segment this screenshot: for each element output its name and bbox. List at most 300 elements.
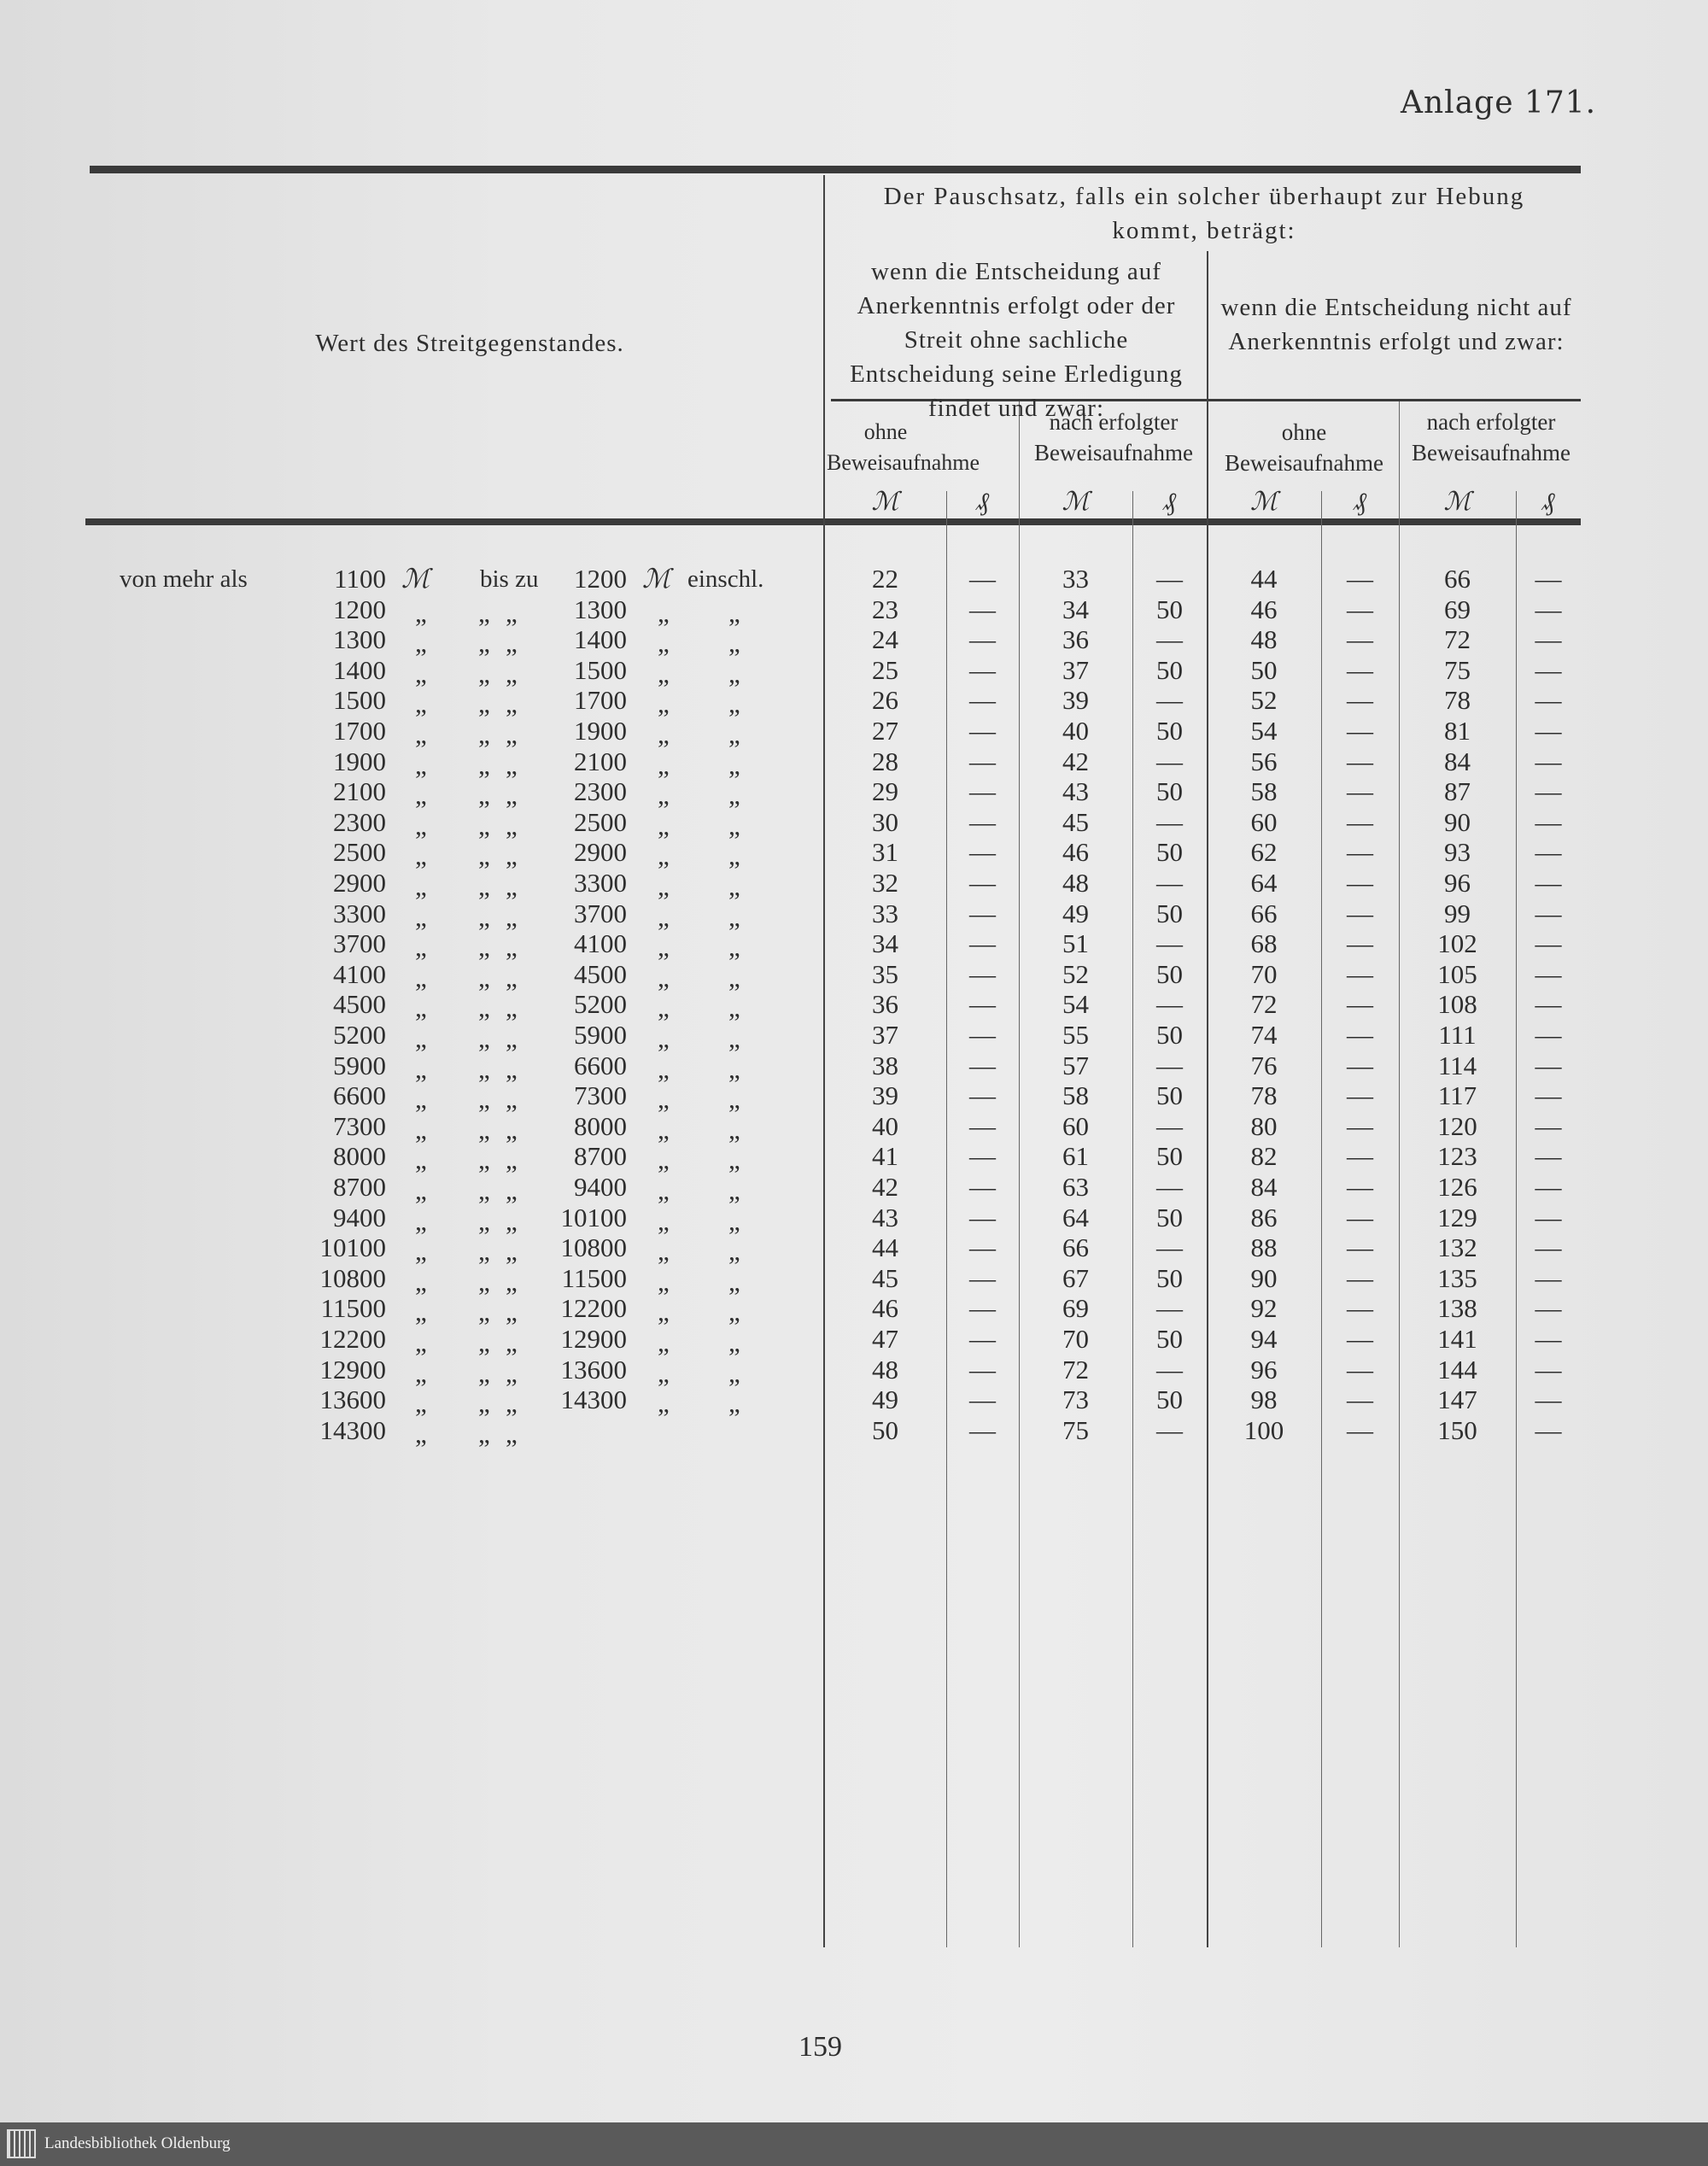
ditto-mark: „ bbox=[506, 1205, 518, 1236]
a-pf-cell: — bbox=[969, 868, 996, 898]
lower-bound: 1500 bbox=[333, 685, 386, 716]
ditto-mark: „ bbox=[658, 962, 670, 992]
c-m-cell: 70 bbox=[1250, 958, 1278, 989]
table-row bbox=[0, 1354, 1708, 1388]
ditto-mark: „ bbox=[506, 1023, 518, 1053]
c-m-cell: 80 bbox=[1250, 1110, 1278, 1141]
c-m-cell: 60 bbox=[1250, 806, 1278, 837]
d-pf-cell: — bbox=[1535, 868, 1562, 898]
a-pf-cell: — bbox=[969, 1080, 996, 1111]
ditto-mark: „ bbox=[728, 1023, 740, 1053]
upper-bound: 4100 bbox=[574, 928, 627, 959]
lower-bound: 2100 bbox=[333, 776, 386, 807]
b-pf-cell: 50 bbox=[1156, 837, 1183, 868]
ditto-mark: „ bbox=[478, 1236, 490, 1267]
c-m-cell: 88 bbox=[1250, 1232, 1278, 1263]
ditto-mark: „ bbox=[658, 628, 670, 659]
c-m-cell: 78 bbox=[1250, 1080, 1278, 1111]
upper-bound: 1400 bbox=[574, 624, 627, 655]
c-pf-cell: — bbox=[1347, 1232, 1373, 1263]
upper-bound: 3300 bbox=[574, 868, 627, 898]
ditto-mark: „ bbox=[478, 658, 490, 688]
ditto-mark: „ bbox=[728, 628, 740, 659]
a-m-cell: 41 bbox=[872, 1141, 898, 1172]
b-pf-cell: — bbox=[1156, 685, 1183, 716]
b-m-cell: 60 bbox=[1062, 1110, 1089, 1141]
d-m-cell: 102 bbox=[1437, 928, 1477, 959]
b-pf-cell: — bbox=[1156, 806, 1183, 837]
b-pf-cell: 50 bbox=[1156, 958, 1183, 989]
ditto-mark: „ bbox=[658, 749, 670, 780]
c-m-cell: 62 bbox=[1250, 837, 1278, 868]
ditto-mark: „ bbox=[728, 1297, 740, 1327]
a-pf-cell: — bbox=[969, 1110, 996, 1141]
a-pf-cell: — bbox=[969, 654, 996, 685]
b-pf-cell: — bbox=[1156, 928, 1183, 959]
c-pf-cell: — bbox=[1347, 1384, 1373, 1415]
upper-bound: 9400 bbox=[574, 1172, 627, 1202]
ditto-mark: „ bbox=[728, 871, 740, 901]
lower-bound: 5900 bbox=[333, 1050, 386, 1080]
a-m-cell: 33 bbox=[872, 898, 898, 928]
d-m-cell: 138 bbox=[1437, 1293, 1477, 1324]
lower-bound: 2900 bbox=[333, 868, 386, 898]
ditto-mark: „ bbox=[728, 1357, 740, 1388]
d-m-cell: 147 bbox=[1437, 1384, 1477, 1415]
table-row bbox=[0, 868, 1708, 899]
upper-bound: 2500 bbox=[574, 806, 627, 837]
a-m-cell: 37 bbox=[872, 1020, 898, 1050]
b-pf-cell: 50 bbox=[1156, 654, 1183, 685]
b-pf-cell: — bbox=[1156, 564, 1183, 594]
lower-bound: 1200 bbox=[333, 594, 386, 624]
ditto-mark: „ bbox=[506, 719, 518, 749]
d-pf-cell: — bbox=[1535, 1384, 1562, 1415]
c-pf-cell: — bbox=[1347, 685, 1373, 716]
b-m-cell: 73 bbox=[1062, 1384, 1089, 1415]
a-m-cell: 28 bbox=[872, 746, 898, 776]
group-a-header: wenn die Entscheidung auf Anerkenntnis erfolgt oder der Streit ohne sachliche Entscheidung seine Erledigung findet und zwar: bbox=[850, 258, 1183, 422]
c-pf-cell: — bbox=[1347, 746, 1373, 776]
upper-bound: 1900 bbox=[574, 716, 627, 746]
ditto-mark: „ bbox=[415, 719, 427, 749]
c-pf-cell: — bbox=[1347, 1141, 1373, 1172]
ditto-mark: „ bbox=[728, 840, 740, 871]
d-m-cell: 129 bbox=[1437, 1202, 1477, 1232]
d-pf-cell: — bbox=[1535, 716, 1562, 746]
lower-bound: 11500 bbox=[320, 1293, 386, 1324]
ditto-mark: „ bbox=[728, 1266, 740, 1297]
a-m-cell: 23 bbox=[872, 594, 898, 624]
c-pf-cell: — bbox=[1347, 1050, 1373, 1080]
ditto-mark: „ bbox=[658, 932, 670, 963]
c-m-cell: 92 bbox=[1250, 1293, 1278, 1324]
a-m-cell: 44 bbox=[872, 1232, 898, 1263]
b-m-cell: 66 bbox=[1062, 1232, 1089, 1263]
d-m-cell: 108 bbox=[1437, 989, 1477, 1020]
a-m-cell: 38 bbox=[872, 1050, 898, 1080]
d-m-cell: 72 bbox=[1444, 624, 1471, 655]
c-pf-cell: — bbox=[1347, 1293, 1373, 1324]
d-pf-cell: — bbox=[1535, 624, 1562, 655]
ditto-mark: „ bbox=[728, 688, 740, 719]
lower-bound: 13600 bbox=[319, 1384, 386, 1415]
ditto-mark: „ bbox=[415, 1114, 427, 1144]
ditto-mark: „ bbox=[478, 1297, 490, 1327]
ditto-mark: „ bbox=[415, 1327, 427, 1357]
c-m-cell: 82 bbox=[1250, 1141, 1278, 1172]
c-pf-cell: — bbox=[1347, 624, 1373, 655]
upper-bound: 8700 bbox=[574, 1141, 627, 1172]
d-m-cell: 93 bbox=[1444, 837, 1471, 868]
b-m-cell: 54 bbox=[1062, 989, 1089, 1020]
ditto-mark: „ bbox=[478, 628, 490, 659]
table-row bbox=[0, 928, 1708, 963]
ditto-mark: „ bbox=[728, 1084, 740, 1115]
b-m-cell: 70 bbox=[1062, 1324, 1089, 1354]
a-m-cell: 31 bbox=[872, 837, 898, 868]
a-m-cell: 46 bbox=[872, 1293, 898, 1324]
lower-bound: 10800 bbox=[319, 1262, 386, 1293]
a-pf-cell: — bbox=[969, 776, 996, 807]
d-pf-cell: — bbox=[1535, 806, 1562, 837]
c-pf-cell: — bbox=[1347, 958, 1373, 989]
ditto-mark: „ bbox=[478, 992, 490, 1023]
d-pf-cell: — bbox=[1535, 1172, 1562, 1202]
ditto-mark: „ bbox=[415, 749, 427, 780]
lower-bound: 6600 bbox=[333, 1080, 386, 1111]
ditto-mark: „ bbox=[658, 1144, 670, 1175]
pfennig-unit-label: ₰ bbox=[1541, 488, 1555, 516]
b-pf-cell: 50 bbox=[1156, 898, 1183, 928]
pfennig-unit-label: ₰ bbox=[976, 488, 989, 516]
ditto-mark: „ bbox=[658, 719, 670, 749]
d-pf-cell: — bbox=[1535, 989, 1562, 1020]
ditto-mark: „ bbox=[658, 1388, 670, 1419]
ditto-mark: „ bbox=[728, 932, 740, 963]
ditto-mark: „ bbox=[728, 1236, 740, 1267]
b-pf-cell: — bbox=[1156, 1110, 1183, 1141]
page-number: 159 bbox=[798, 2031, 842, 2063]
ditto-mark: „ bbox=[728, 901, 740, 932]
upper-bound: 5900 bbox=[574, 1020, 627, 1050]
c-m-cell: 46 bbox=[1250, 594, 1278, 624]
ditto-mark: „ bbox=[415, 901, 427, 932]
upper-bound: 1300 bbox=[574, 594, 627, 624]
d-m-cell: 132 bbox=[1437, 1232, 1477, 1263]
lower-bound: 1700 bbox=[333, 716, 386, 746]
table-row bbox=[0, 807, 1708, 838]
ditto-mark: „ bbox=[658, 1023, 670, 1053]
lower-bound: 12200 bbox=[319, 1324, 386, 1354]
d-m-cell: 117 bbox=[1437, 1080, 1477, 1111]
upper-bound: 11500 bbox=[561, 1262, 627, 1293]
ditto-mark: „ bbox=[658, 1205, 670, 1236]
ditto-mark: „ bbox=[415, 992, 427, 1023]
table-row bbox=[0, 1020, 1708, 1051]
ditto-mark: „ bbox=[415, 871, 427, 901]
d-m-cell: 99 bbox=[1444, 898, 1471, 928]
ditto-mark: „ bbox=[506, 1297, 518, 1327]
upper-bound: 2900 bbox=[574, 837, 627, 868]
d-m-cell: 114 bbox=[1437, 1050, 1477, 1080]
a-pf-cell: — bbox=[969, 1050, 996, 1080]
c-pf-cell: — bbox=[1347, 776, 1373, 807]
ditto-mark: „ bbox=[506, 1418, 518, 1449]
ditto-mark: „ bbox=[728, 992, 740, 1023]
b-m-cell: 63 bbox=[1062, 1172, 1089, 1202]
c-m-cell: 66 bbox=[1250, 898, 1278, 928]
mark-unit-label: ℳ bbox=[1062, 488, 1090, 516]
table-row bbox=[0, 837, 1708, 871]
b-pf-cell: — bbox=[1156, 624, 1183, 655]
c-pf-cell: — bbox=[1347, 868, 1373, 898]
d-m-cell: 120 bbox=[1437, 1110, 1477, 1141]
lower-bound: 9400 bbox=[333, 1202, 386, 1232]
b-m-cell: 51 bbox=[1062, 928, 1089, 959]
d-m-cell: 69 bbox=[1444, 594, 1471, 624]
b-pf-cell: — bbox=[1156, 868, 1183, 898]
mark-unit-label: ℳ bbox=[1443, 488, 1471, 516]
c-m-cell: 44 bbox=[1250, 564, 1278, 594]
b-m-cell: 45 bbox=[1062, 806, 1089, 837]
table-row bbox=[0, 1232, 1708, 1267]
ditto-mark: „ bbox=[658, 871, 670, 901]
ditto-mark: „ bbox=[415, 1053, 427, 1084]
pfennig-unit-label: ₰ bbox=[1163, 488, 1176, 516]
b-m-cell: 40 bbox=[1062, 716, 1089, 746]
table-row bbox=[0, 1080, 1708, 1115]
to-label: bis zu bbox=[480, 565, 539, 593]
ditto-mark: „ bbox=[658, 1357, 670, 1388]
b-pf-cell: — bbox=[1156, 989, 1183, 1020]
ditto-mark: „ bbox=[478, 1205, 490, 1236]
d-pf-cell: — bbox=[1535, 654, 1562, 685]
ditto-mark: „ bbox=[728, 1114, 740, 1144]
ditto-mark: „ bbox=[478, 1175, 490, 1205]
d-pf-cell: — bbox=[1535, 1202, 1562, 1232]
d-m-cell: 126 bbox=[1437, 1172, 1477, 1202]
ditto-mark: „ bbox=[415, 658, 427, 688]
ditto-mark: „ bbox=[478, 871, 490, 901]
mark-unit-label: ℳ bbox=[1249, 488, 1278, 516]
ditto-mark: „ bbox=[658, 1084, 670, 1115]
table-row bbox=[0, 1141, 1708, 1175]
b-pf-cell: 50 bbox=[1156, 594, 1183, 624]
ditto-mark: „ bbox=[478, 1266, 490, 1297]
ditto-mark: „ bbox=[415, 1236, 427, 1267]
ditto-mark: „ bbox=[415, 688, 427, 719]
lump-sum-header: Der Pauschsatz, falls ein solcher überhaupt zur Hebung kommt, beträgt: bbox=[883, 183, 1525, 244]
a-pf-cell: — bbox=[969, 746, 996, 776]
ditto-mark: „ bbox=[728, 810, 740, 840]
lower-bound: 8700 bbox=[333, 1172, 386, 1202]
table-row bbox=[0, 655, 1708, 686]
ditto-mark: „ bbox=[506, 962, 518, 992]
ditto-mark: „ bbox=[506, 810, 518, 840]
a-m-cell: 36 bbox=[872, 989, 898, 1020]
b-m-cell: 49 bbox=[1062, 898, 1089, 928]
a-pf-cell: — bbox=[969, 1020, 996, 1050]
a-m-cell: 35 bbox=[872, 958, 898, 989]
ditto-mark: „ bbox=[658, 1266, 670, 1297]
inclusive-label: einschl. bbox=[687, 565, 764, 593]
c-pf-cell: — bbox=[1347, 654, 1373, 685]
d-pf-cell: — bbox=[1535, 1020, 1562, 1050]
c-m-cell: 50 bbox=[1250, 654, 1278, 685]
group-b-header: wenn die Entscheidung nicht auf Anerkenntnis erfolgt und zwar: bbox=[1220, 294, 1572, 355]
ditto-mark: „ bbox=[478, 1357, 490, 1388]
b-pf-cell: 50 bbox=[1156, 1141, 1183, 1172]
c-pf-cell: — bbox=[1347, 928, 1373, 959]
b-m-cell: 39 bbox=[1062, 685, 1089, 716]
library-logo-icon bbox=[7, 2129, 36, 2158]
ditto-mark: „ bbox=[478, 1327, 490, 1357]
d-pf-cell: — bbox=[1535, 1141, 1562, 1172]
ditto-mark: „ bbox=[415, 1418, 427, 1449]
d-pf-cell: — bbox=[1535, 1050, 1562, 1080]
c-m-cell: 86 bbox=[1250, 1202, 1278, 1232]
upper-bound: 6600 bbox=[574, 1050, 627, 1080]
currency-label: ℳ bbox=[642, 564, 671, 594]
upper-bound: 5200 bbox=[574, 989, 627, 1020]
subheader-b-with: nach erfolgter Beweisaufnahme bbox=[1412, 409, 1571, 465]
b-m-cell: 61 bbox=[1062, 1141, 1089, 1172]
a-m-cell: 32 bbox=[872, 868, 898, 898]
ditto-mark: „ bbox=[478, 780, 490, 811]
a-pf-cell: — bbox=[969, 1293, 996, 1324]
ditto-mark: „ bbox=[506, 658, 518, 688]
b-m-cell: 46 bbox=[1062, 837, 1089, 868]
ditto-mark: „ bbox=[478, 932, 490, 963]
ditto-mark: „ bbox=[658, 840, 670, 871]
ditto-mark: „ bbox=[658, 901, 670, 932]
a-pf-cell: — bbox=[969, 594, 996, 624]
ditto-mark: „ bbox=[658, 1175, 670, 1205]
c-pf-cell: — bbox=[1347, 1202, 1373, 1232]
ditto-mark: „ bbox=[728, 1205, 740, 1236]
c-pf-cell: — bbox=[1347, 594, 1373, 624]
ditto-mark: „ bbox=[728, 749, 740, 780]
ditto-mark: „ bbox=[658, 1053, 670, 1084]
b-pf-cell: — bbox=[1156, 1172, 1183, 1202]
a-m-cell: 39 bbox=[872, 1080, 898, 1111]
ditto-mark: „ bbox=[478, 1144, 490, 1175]
c-m-cell: 100 bbox=[1243, 1414, 1284, 1445]
ditto-mark: „ bbox=[415, 1175, 427, 1205]
c-pf-cell: — bbox=[1347, 1354, 1373, 1384]
table-row bbox=[0, 1262, 1708, 1297]
c-pf-cell: — bbox=[1347, 837, 1373, 868]
table-row bbox=[0, 564, 1708, 594]
ditto-mark: „ bbox=[506, 688, 518, 719]
table-row bbox=[0, 594, 1708, 628]
upper-bound: 4500 bbox=[574, 958, 627, 989]
ditto-mark: „ bbox=[506, 1144, 518, 1175]
d-m-cell: 144 bbox=[1437, 1354, 1477, 1384]
a-pf-cell: — bbox=[969, 1414, 996, 1445]
ditto-mark: „ bbox=[415, 1144, 427, 1175]
d-m-cell: 111 bbox=[1438, 1020, 1477, 1050]
ditto-mark: „ bbox=[478, 719, 490, 749]
table-row bbox=[0, 1050, 1708, 1084]
value-column-header: Wert des Streitgegenstandes. bbox=[315, 330, 624, 357]
ditto-mark: „ bbox=[478, 1418, 490, 1449]
ditto-mark: „ bbox=[415, 1023, 427, 1053]
table-row bbox=[0, 1293, 1708, 1327]
lower-bound: 2500 bbox=[333, 837, 386, 868]
c-pf-cell: — bbox=[1347, 1020, 1373, 1050]
ditto-mark: „ bbox=[728, 1053, 740, 1084]
d-pf-cell: — bbox=[1535, 1354, 1562, 1384]
b-m-cell: 48 bbox=[1062, 868, 1089, 898]
a-m-cell: 30 bbox=[872, 806, 898, 837]
a-pf-cell: — bbox=[969, 1172, 996, 1202]
table-row bbox=[0, 1172, 1708, 1203]
b-m-cell: 57 bbox=[1062, 1050, 1089, 1080]
a-m-cell: 29 bbox=[872, 776, 898, 807]
b-m-cell: 43 bbox=[1062, 776, 1089, 807]
ditto-mark: „ bbox=[506, 597, 518, 628]
ditto-mark: „ bbox=[478, 810, 490, 840]
mark-unit-label: ℳ bbox=[871, 488, 899, 516]
c-m-cell: 48 bbox=[1250, 624, 1278, 655]
d-m-cell: 96 bbox=[1444, 868, 1471, 898]
c-pf-cell: — bbox=[1347, 1080, 1373, 1111]
ditto-mark: „ bbox=[506, 1388, 518, 1419]
ditto-mark: „ bbox=[415, 932, 427, 963]
ditto-mark: „ bbox=[478, 840, 490, 871]
a-pf-cell: — bbox=[969, 837, 996, 868]
d-pf-cell: — bbox=[1535, 1262, 1562, 1293]
d-pf-cell: — bbox=[1535, 1080, 1562, 1111]
ditto-mark: „ bbox=[728, 719, 740, 749]
ditto-mark: „ bbox=[506, 1114, 518, 1144]
ditto-mark: „ bbox=[658, 688, 670, 719]
ditto-mark: „ bbox=[415, 1357, 427, 1388]
table-row bbox=[0, 1414, 1708, 1449]
c-pf-cell: — bbox=[1347, 989, 1373, 1020]
b-pf-cell: 50 bbox=[1156, 776, 1183, 807]
d-pf-cell: — bbox=[1535, 958, 1562, 989]
d-pf-cell: — bbox=[1535, 776, 1562, 807]
c-pf-cell: — bbox=[1347, 1172, 1373, 1202]
lower-bound: 10100 bbox=[319, 1232, 386, 1263]
d-pf-cell: — bbox=[1535, 1232, 1562, 1263]
ditto-mark: „ bbox=[415, 1205, 427, 1236]
d-m-cell: 150 bbox=[1437, 1414, 1477, 1445]
upper-bound: 13600 bbox=[560, 1354, 627, 1384]
a-m-cell: 25 bbox=[872, 654, 898, 685]
upper-bound: 1700 bbox=[574, 685, 627, 716]
b-m-cell: 64 bbox=[1062, 1202, 1089, 1232]
a-pf-cell: — bbox=[969, 1262, 996, 1293]
ditto-mark: „ bbox=[506, 1357, 518, 1388]
upper-bound: 8000 bbox=[574, 1110, 627, 1141]
lower-bound: 1400 bbox=[333, 654, 386, 685]
b-m-cell: 37 bbox=[1062, 654, 1089, 685]
ditto-mark: „ bbox=[506, 1053, 518, 1084]
b-pf-cell: — bbox=[1156, 1050, 1183, 1080]
ditto-mark: „ bbox=[506, 932, 518, 963]
ditto-mark: „ bbox=[478, 1053, 490, 1084]
table-row bbox=[0, 1202, 1708, 1236]
c-m-cell: 52 bbox=[1250, 685, 1278, 716]
b-pf-cell: 50 bbox=[1156, 1020, 1183, 1050]
ditto-mark: „ bbox=[415, 962, 427, 992]
c-pf-cell: — bbox=[1347, 1262, 1373, 1293]
c-m-cell: 56 bbox=[1250, 746, 1278, 776]
